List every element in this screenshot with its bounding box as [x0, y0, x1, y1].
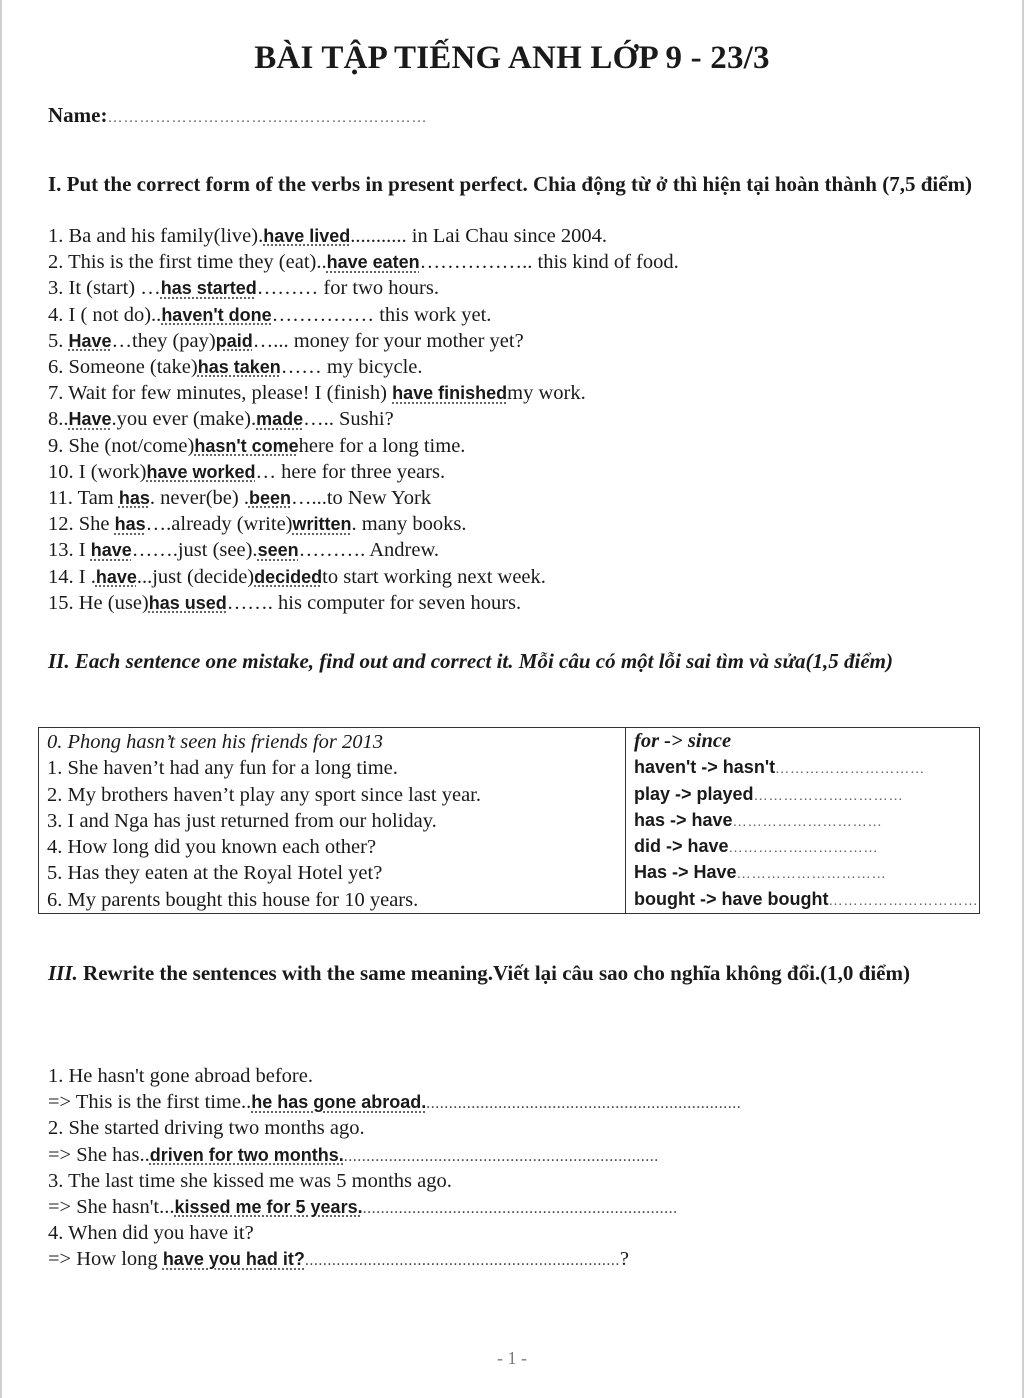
exercise-text: …...to New York	[290, 487, 432, 509]
answer-dots: …………………………	[732, 814, 883, 830]
error-sentence: 5. Has they eaten at the Royal Hotel yet?	[47, 862, 383, 885]
answer-dots: ......................................................................	[426, 1095, 742, 1113]
exercise-text: …………… this work yet.	[271, 303, 492, 326]
handwritten-answer: decided	[254, 566, 323, 587]
handwritten-answer: he has gone abroad.	[251, 1092, 427, 1113]
section2-heading	[48, 648, 978, 674]
exercise-text: 2. This is the first time they (eat)..	[48, 251, 327, 274]
correction-answer-line	[634, 807, 979, 833]
error-sentence: 2. My brothers haven’t play any sport since last year.	[47, 783, 482, 806]
exercise-text: my work.	[507, 382, 586, 405]
name-dots: ……………………………………………………	[107, 110, 428, 126]
correction-answer-line	[634, 781, 979, 807]
error-sentence: 6. My parents bought this house for 10 years.	[47, 888, 419, 911]
answer-dots: …………………………	[728, 841, 879, 857]
name-label: Name:	[48, 103, 108, 127]
exercise-text: . never(be) .	[149, 487, 249, 509]
sentences-column	[39, 728, 626, 914]
error-sentence: 4. How long did you known each other?	[47, 836, 377, 859]
section3-heading-num: III.	[48, 961, 78, 985]
handwritten-answer: hasn't come	[194, 435, 299, 456]
exercise-line	[48, 459, 445, 485]
exercise-text: ……. his computer for seven hours.	[226, 591, 522, 614]
exercise-text: 7. Wait for few minutes, please! I (finish)	[48, 382, 393, 405]
correction-answer-line	[634, 754, 979, 780]
answers-column	[626, 728, 980, 914]
exercise-text: ….. Sushi?	[303, 408, 394, 431]
handwritten-answer: seen	[257, 540, 299, 561]
rewrite-answer-line	[48, 1194, 678, 1220]
rewrite-answer-line	[48, 1246, 629, 1272]
answer-dots: …………………………	[828, 893, 979, 909]
exercise-text: 1. Ba and his family(live).	[48, 225, 264, 247]
rewrite-prefix: => This is the first time..	[48, 1091, 252, 1114]
section3-heading	[48, 960, 978, 986]
exercise-text: 6. Someone (take)	[48, 356, 198, 378]
exercise-text: …they (pay)	[111, 329, 216, 352]
handwritten-answer: have eaten	[326, 252, 420, 273]
exercise-text: .you ever (make).	[111, 408, 257, 431]
correction-answer-line	[634, 859, 979, 885]
page-number: - 1 -	[497, 1348, 527, 1368]
exercise-line	[48, 302, 491, 328]
handwritten-answer: has	[118, 488, 150, 508]
handwritten-answer: written	[292, 514, 352, 535]
correction-answer: Has -> Have	[634, 862, 737, 883]
correction-answer: has -> have	[634, 809, 733, 830]
page-edge-left	[0, 0, 2, 1398]
handwritten-answer: have finished	[392, 383, 508, 404]
exercise-text: 13. I	[48, 539, 91, 562]
rewrite-question: 2. She started driving two months ago.	[48, 1117, 365, 1140]
handwritten-answer: have	[90, 540, 132, 561]
exercise-line	[48, 590, 521, 616]
handwritten-answer: Have	[68, 409, 112, 430]
answer-dots: …………………………	[775, 762, 926, 778]
correction-answer: haven't -> hasn't	[634, 757, 776, 778]
exercise-text: 3. It (start) …	[48, 277, 161, 300]
exercise-text: 15. He (use)	[48, 591, 149, 614]
section3-heading-text: Rewrite the sentences with the same meaning.Viết lại câu sao cho nghĩa không đổi.(1,0 điểm)	[77, 961, 910, 985]
rewrite-question: 3. The last time she kissed me was 5 months ago.	[48, 1169, 452, 1192]
exercise-text: ........... in Lai Chau since 2004.	[350, 225, 608, 247]
exercise-text: 12. She	[48, 513, 115, 536]
exercise-text: 14. I .	[48, 565, 96, 588]
exercise-text: ….already (write)	[145, 513, 293, 536]
page-title: BÀI TẬP TIẾNG ANH LỚP 9 - 23/3	[254, 40, 770, 76]
section1-heading: I. Put the correct form of the verbs in present perfect. Chia động từ ở thì hiện tại hoàn thành (7,5 điểm)	[48, 172, 973, 196]
rewrite-answer-line	[48, 1142, 659, 1168]
handwritten-answer: have you had it?	[162, 1249, 305, 1270]
rewrite-answer-line	[48, 1089, 741, 1115]
exercise-line	[48, 564, 546, 590]
handwritten-answer: been	[248, 488, 291, 508]
answer-dots: ......................................................................	[362, 1200, 678, 1217]
handwritten-answer: have	[95, 566, 137, 587]
handwritten-answer: paid	[215, 330, 253, 351]
exercise-line	[48, 537, 439, 563]
handwritten-answer: has started	[160, 278, 257, 299]
error-correction-table	[38, 727, 980, 914]
exercise-line	[48, 223, 607, 249]
exercise-text: … here for three years.	[255, 460, 446, 483]
exercise-text: 9. She (not/come)	[48, 434, 195, 457]
correction-answer: play -> played	[634, 783, 754, 804]
exercise-text: ……… for two hours.	[256, 277, 439, 300]
exercise-text: …….just (see).	[131, 539, 258, 562]
handwritten-answer: has taken	[197, 357, 281, 377]
answer-dots: ......................................................................	[304, 1252, 620, 1270]
handwritten-answer: has	[114, 514, 146, 535]
handwritten-answer: have worked	[146, 461, 256, 482]
handwritten-answer: kissed me for 5 years.	[174, 1197, 363, 1217]
handwritten-answer: made	[256, 409, 304, 430]
correction-answer: did -> have	[634, 836, 729, 857]
exercise-line	[48, 485, 431, 511]
correction-answer: bought -> have bought	[634, 888, 829, 909]
error-sentence: 1. She haven’t had any fun for a long time.	[47, 757, 398, 780]
exercise-text: …… my bicycle.	[280, 356, 423, 378]
exercise-line	[48, 380, 586, 406]
rewrite-prefix: => How long	[48, 1248, 163, 1271]
answer-dots: …………………………	[753, 788, 904, 804]
exercise-line	[48, 433, 465, 459]
exercise-text: ………. Andrew.	[298, 539, 440, 562]
correction-answer-line	[634, 833, 979, 859]
rewrite-end: ?	[619, 1248, 629, 1271]
exercise-line	[48, 406, 394, 432]
exercise-line	[48, 249, 679, 275]
handwritten-answer: Have	[68, 330, 112, 351]
handwritten-answer: driven for two months.	[149, 1144, 344, 1165]
example-sentence: 0. Phong hasn’t seen his friends for 2013	[47, 731, 383, 753]
example-answer: for -> since	[634, 730, 732, 752]
rewrite-question: 1. He hasn't gone abroad before.	[48, 1065, 313, 1087]
correction-answer-line	[634, 886, 979, 912]
rewrite-prefix: => She hasn't...	[48, 1196, 175, 1218]
section2-heading-text: Each sentence one mistake, find out and correct it. Mỗi câu có một lỗi sai tìm và sửa(1,5 điểm)	[69, 649, 893, 673]
rewrite-prefix: => She has..	[48, 1143, 150, 1166]
exercise-text: to start working next week.	[322, 565, 546, 588]
exercise-text: . many books.	[351, 513, 467, 536]
error-sentence: 3. I and Nga has just returned from our holiday.	[47, 809, 437, 832]
exercise-text: 5.	[48, 329, 69, 352]
rewrite-question: 4. When did you have it?	[48, 1222, 254, 1245]
handwritten-answer: has used	[148, 592, 227, 613]
exercise-line	[48, 275, 439, 301]
exercise-line	[48, 328, 524, 354]
answer-dots: …………………………	[736, 867, 887, 883]
exercise-text: 4. I ( not do)..	[48, 303, 162, 326]
exercise-text: 8..	[48, 408, 69, 431]
exercise-text: 10. I (work)	[48, 460, 147, 483]
handwritten-answer: have lived	[263, 226, 351, 246]
section2-heading-num: II.	[48, 649, 70, 673]
exercise-text: ...just (decide)	[136, 565, 255, 588]
exercise-text: 11. Tam	[48, 487, 119, 509]
exercise-text: …... money for your mother yet?	[252, 329, 524, 352]
answer-dots: ......................................................................	[343, 1147, 659, 1165]
exercise-line	[48, 511, 467, 537]
exercise-line	[48, 354, 423, 380]
name-field	[48, 103, 427, 128]
exercise-text: here for a long time.	[298, 434, 466, 457]
exercise-text: …………….. this kind of food.	[419, 251, 679, 274]
handwritten-answer: haven't done	[161, 304, 272, 325]
